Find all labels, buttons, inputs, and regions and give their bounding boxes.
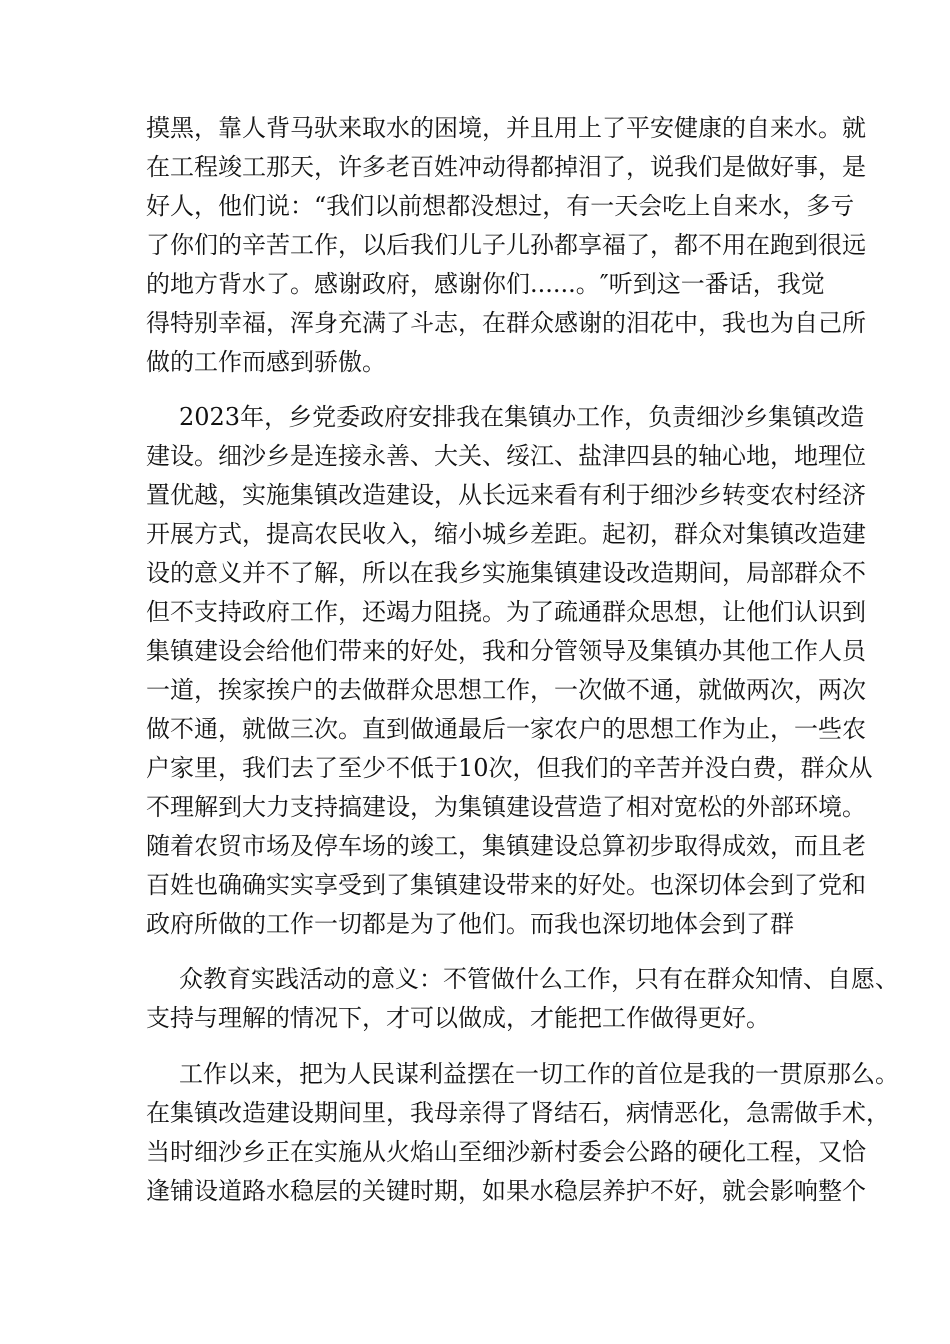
paragraph-1-line-2: 在工程竣工那天，许多老百姓冲动得都掉泪了，说我们是做好事，是 xyxy=(146,153,866,181)
paragraph-4-line-1: 工作以来，把为人民谋利益摆在一切工作的首位是我的一贯原那么。 xyxy=(179,1060,899,1088)
paragraph-2-line-9: 做不通，就做三次。直到做通最后一家农户的思想工作为止，一些农 xyxy=(146,715,866,743)
paragraph-2-line-11: 不理解到大力支持搞建设，为集镇建设营造了相对宽松的外部环境。 xyxy=(146,793,866,821)
paragraph-2-line-4: 开展方式，提高农民收入，缩小城乡差距。起初，群众对集镇改造建 xyxy=(146,520,866,548)
paragraph-4-line-3: 当时细沙乡正在实施从火焰山至细沙新村委会公路的硬化工程，又恰 xyxy=(146,1138,866,1166)
paragraph-3-line-2: 支持与理解的情况下，才可以做成，才能把工作做得更好。 xyxy=(146,1004,770,1032)
paragraph-2-line-2: 建设。细沙乡是连接永善、大关、绥江、盐津四县的轴心地，地理位 xyxy=(146,442,866,470)
paragraph-2-line-5: 设的意义并不了解，所以在我乡实施集镇建设改造期间，局部群众不 xyxy=(146,559,866,587)
paragraph-1-line-5: 的地方背水了。感谢政府，感谢你们......。″听到这一番话，我觉 xyxy=(146,270,825,298)
paragraph-1-line-7: 做的工作而感到骄傲。 xyxy=(146,348,386,376)
paragraph-2-line-13: 百姓也确确实实享受到了集镇建设带来的好处。也深切体会到了党和 xyxy=(146,871,866,899)
paragraph-2-line-1: 2023年，乡党委政府安排我在集镇办工作，负责细沙乡集镇改造 xyxy=(179,403,865,431)
paragraph-2-line-6: 但不支持政府工作，还竭力阻挠。为了疏通群众思想，让他们认识到 xyxy=(146,598,866,626)
paragraph-1-line-6: 得特别幸福，浑身充满了斗志，在群众感谢的泪花中，我也为自己所 xyxy=(146,309,866,337)
paragraph-2-line-10: 户家里，我们去了至少不低于10次，但我们的辛苦并没白费，群众从 xyxy=(146,754,873,782)
paragraph-2-line-3: 置优越，实施集镇改造建设，从长远来看有利于细沙乡转变农村经济 xyxy=(146,481,866,509)
paragraph-1-line-1: 摸黑，靠人背马驮来取水的困境，并且用上了平安健康的自来水。就 xyxy=(146,114,866,142)
paragraph-4-line-2: 在集镇改造建设期间里，我母亲得了肾结石，病情恶化，急需做手术， xyxy=(146,1099,890,1127)
paragraph-1-line-4: 了你们的辛苦工作，以后我们儿子儿孙都享福了，都不用在跑到很远 xyxy=(146,231,866,259)
paragraph-4-line-4: 逢铺设道路水稳层的关键时期，如果水稳层养护不好，就会影响整个 xyxy=(146,1177,866,1205)
paragraph-2-line-12: 随着农贸市场及停车场的竣工，集镇建设总算初步取得成效，而且老 xyxy=(146,832,866,860)
paragraph-3-line-1: 众教育实践活动的意义：不管做什么工作，只有在群众知情、自愿、 xyxy=(179,965,899,993)
paragraph-1-line-3: 好人，他们说：“我们以前想都没想过，有一天会吃上自来水，多亏 xyxy=(146,192,855,220)
paragraph-2-line-7: 集镇建设会给他们带来的好处，我和分管领导及集镇办其他工作人员 xyxy=(146,637,866,665)
paragraph-2-line-8: 一道，挨家挨户的去做群众思想工作，一次做不通，就做两次，两次 xyxy=(146,676,866,704)
paragraph-2-line-14: 政府所做的工作一切都是为了他们。而我也深切地体会到了群 xyxy=(146,910,794,938)
